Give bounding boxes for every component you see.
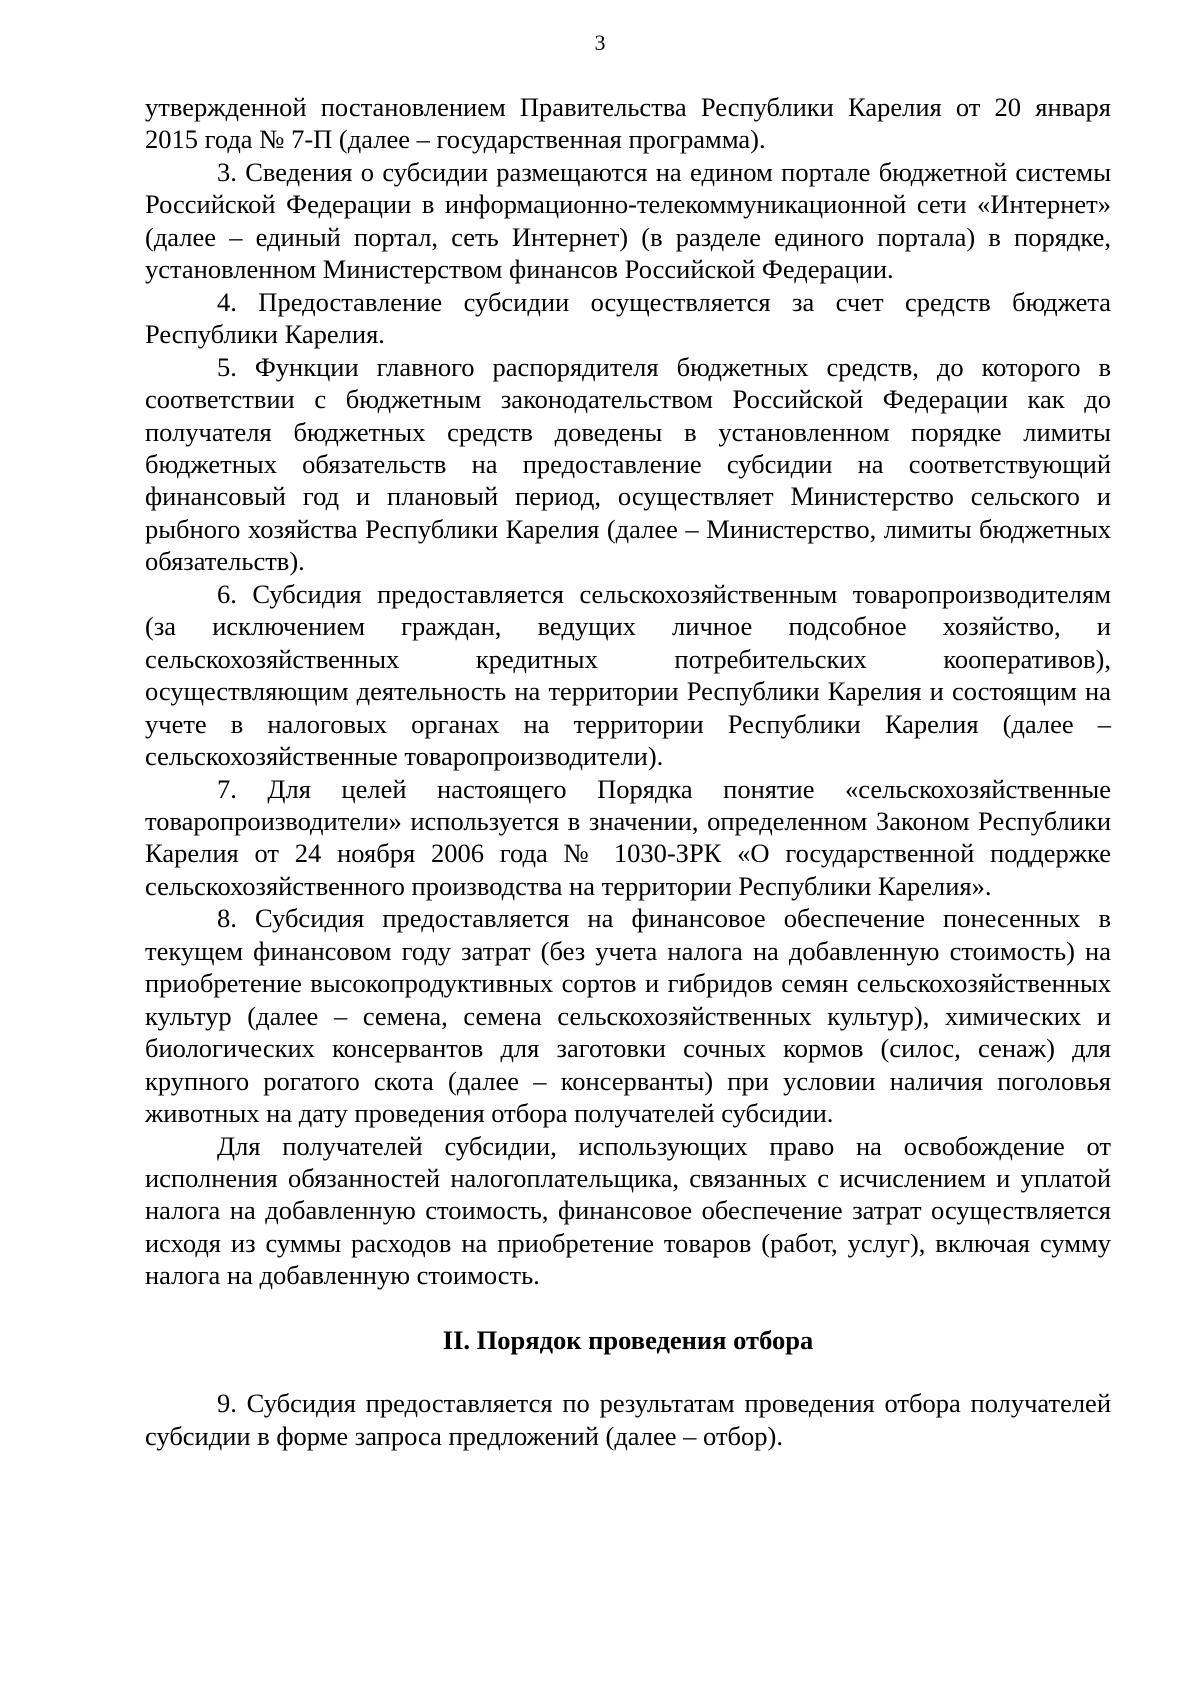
page-number: 3 [594,30,606,55]
paragraph-9: 9. Субсидия предоставляется по результатам проведения отбора получателей субсидии в форме запроса предложений (далее – отбор). [145,1388,1111,1451]
paragraph-5: 5. Функции главного распорядителя бюджетных средств, до которого в соответствии с бюджетным законодательством Российской Федерации как до получателя бюджетных средств доведены в установленном порядке лимиты бюджетных обязательств на предоставление субсидии на соответствующий финансовый год и плановый период, осуществляет Министерство сельского и рыбного хозяйства Республики Карелия (далее – Министерство, лимиты бюджетных обязательств). [145,351,1111,577]
paragraph-6: 6. Субсидия предоставляется сельскохозяйственным товаропроизводителям (за исключением граждан, ведущих личное подсобное хозяйство, и сельскохозяйственных кредитных потребительских кооперативов), осуществляющим деятельность на территории Республики Карелия и состоящим на учете в налоговых органах на территории Республики Карелия (далее – сельскохозяйственные товаропроизводители). [145,578,1111,772]
document-body [145,91,1111,1452]
paragraph-4: 4. Предоставление субсидии осуществляется за счет средств бюджета Республики Карелия. [145,286,1111,350]
paragraph-8: 8. Субсидия предоставляется на финансовое обеспечение понесенных в текущем финансовом году затрат (без учета налога на добавленную стоимость) на приобретение высокопродуктивных сортов и гибридов семян сельскохозяйственных культур (далее – семена, семена сельскохозяйственных культур), химических и биологических консервантов для заготовки сочных кормов (силос, сенаж) для крупного рогатого скота (далее – консерванты) при условии наличия поголовья животных на дату проведения отбора получателей субсидии. [145,903,1111,1129]
paragraph-7: 7. Для целей настоящего Порядка понятие «сельскохозяйственные товаропроизводители» используется в значении, определенном Законом Республики Карелия от 24 ноября 2006 года № 1030-ЗРК «О государственной поддержке сельскохозяйственного производства на территории Республики Карелия». [145,773,1111,901]
paragraph-8-note: Для получателей субсидии, использующих право на освобождение от исполнения обязанностей налогоплательщика, связанных с исчислением и уплатой налога на добавленную стоимость, финансовое обеспечение затрат осуществляется исходя из суммы расходов на приобретение товаров (работ, услуг), включая сумму налога на добавленную стоимость. [145,1130,1111,1291]
section-heading: II. Порядок проведения отбора [442,1324,814,1355]
paragraph-continuation: утвержденной постановлением Правительства Республики Карелия от 20 января 2015 года № 7-П (далее – государственная программа). [145,92,1111,155]
paragraph-3: 3. Сведения о субсидии размещаются на едином портале бюджетной системы Российской Федерации в информационно-телекоммуникационной сети «Интернет» (далее – единый портал, сеть Интернет) (в разделе единого портала) в порядке, установленном Министерством финансов Российской Федерации. [145,156,1111,285]
